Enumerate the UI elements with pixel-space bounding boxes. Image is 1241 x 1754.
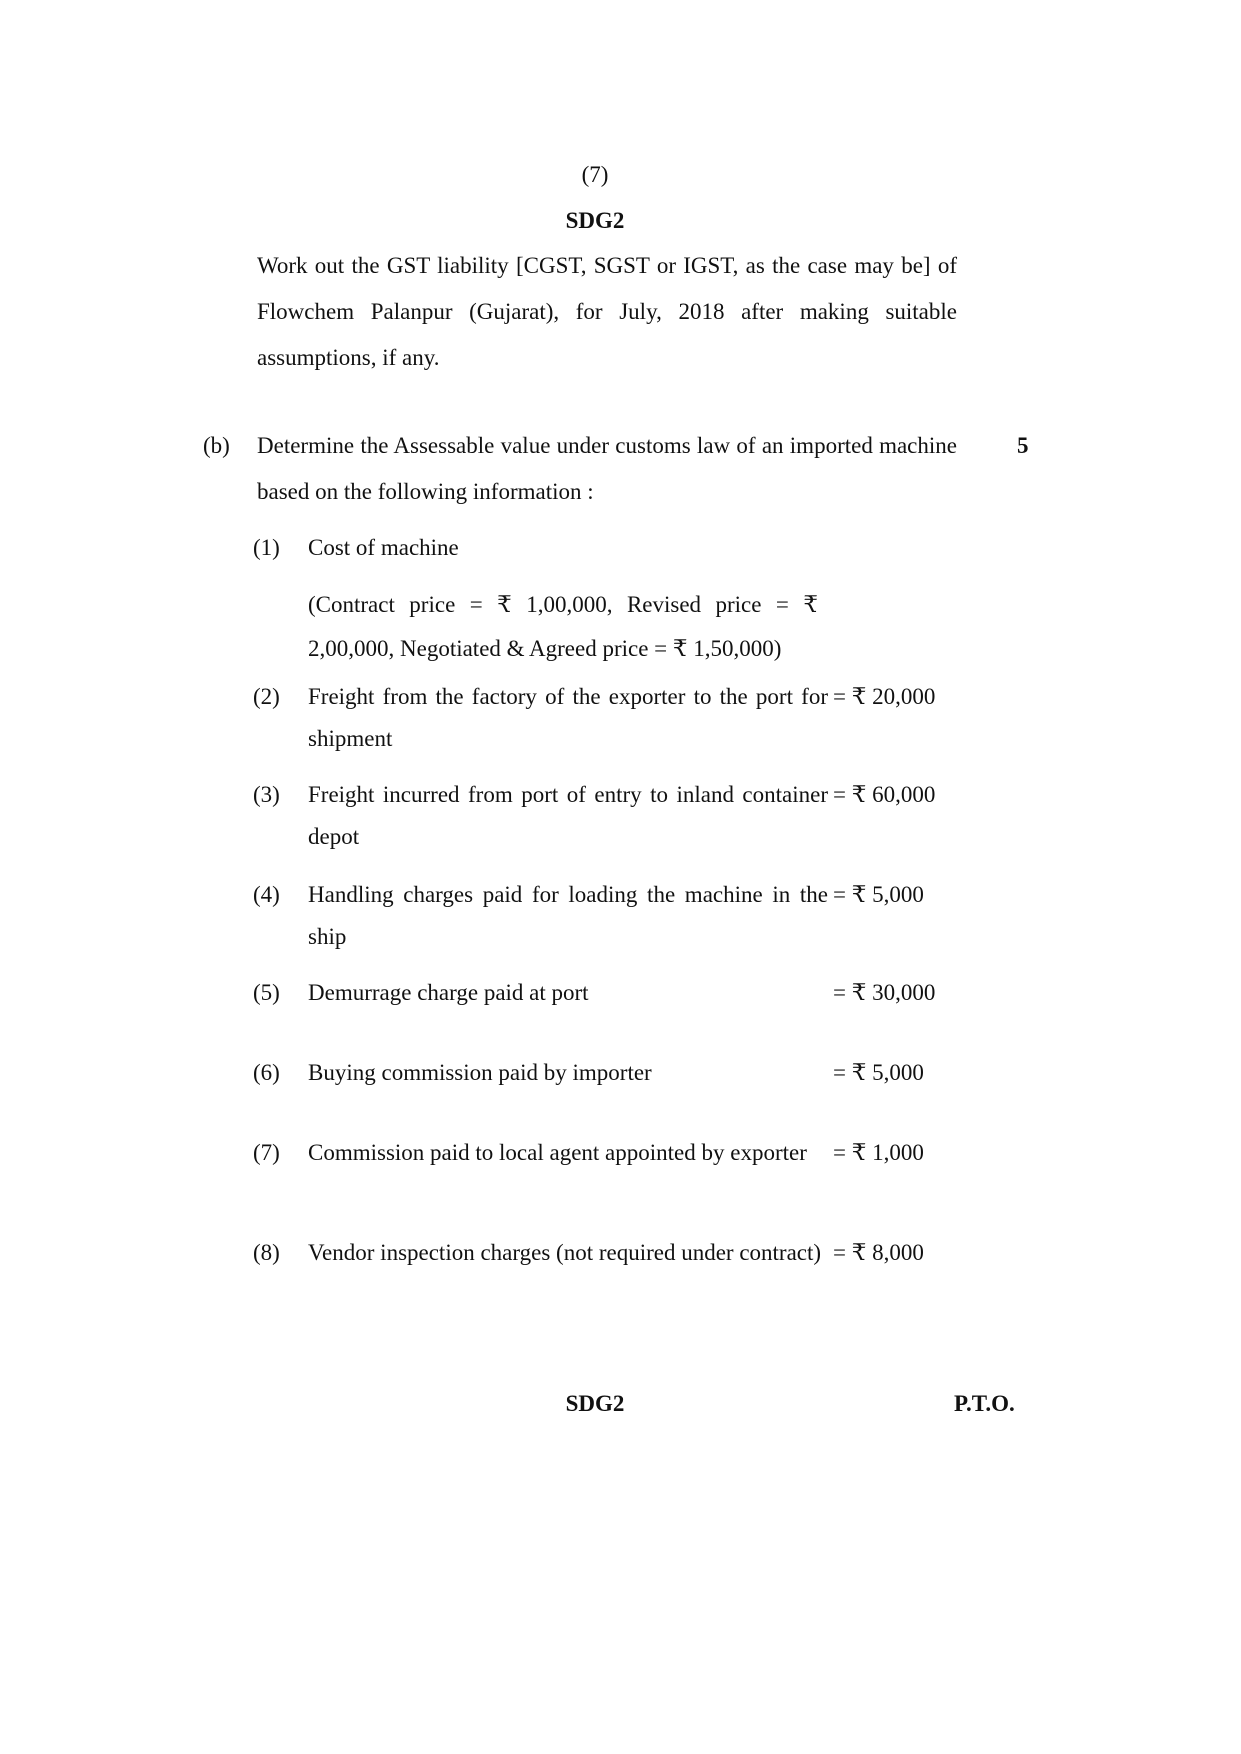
intro-paragraph: Work out the GST liability [CGST, SGST or IGST, as the case may be] of Flowchem Palanpur (Gujarat), for July, 2018 after making suitable assumptions, if any. <box>257 253 957 370</box>
pto-label: P.T.O. <box>954 1391 1015 1416</box>
item-description: Buying commission paid by importer <box>308 1060 652 1085</box>
item-value: = ₹ 8,000 <box>833 1240 924 1265</box>
item-value: = ₹ 1,000 <box>833 1140 924 1165</box>
item-number: (3) <box>253 782 280 807</box>
item-number: (6) <box>253 1060 280 1085</box>
question-b-marks: 5 <box>1017 433 1029 458</box>
paper-code-footer: SDG2 <box>565 1391 625 1416</box>
item-number: (8) <box>253 1240 280 1265</box>
item-value: = ₹ 5,000 <box>833 882 924 907</box>
question-b-text: Determine the Assessable value under customs law of an imported machine based on the following information : <box>257 433 957 504</box>
item-number: (7) <box>253 1140 280 1165</box>
item-value: = ₹ 60,000 <box>833 782 936 807</box>
item-number: (1) <box>253 535 280 560</box>
item-number: (2) <box>253 684 280 709</box>
item-description: Freight incurred from port of entry to inland container depot <box>308 782 828 849</box>
item-description: Handling charges paid for loading the machine in the ship <box>308 882 828 949</box>
item-value: = ₹ 5,000 <box>833 1060 924 1085</box>
item-description: Demurrage charge paid at port <box>308 980 589 1005</box>
item-number: (4) <box>253 882 280 907</box>
item-description: Commission paid to local agent appointed by exporter <box>308 1140 807 1165</box>
item-description: Freight from the factory of the exporter to the port for shipment <box>308 684 828 751</box>
question-b-label: (b) <box>203 433 230 458</box>
item-description: Cost of machine <box>308 535 459 560</box>
item-number: (5) <box>253 980 280 1005</box>
page-number: (7) <box>581 162 609 187</box>
paper-code-header: SDG2 <box>565 208 625 233</box>
item-value: = ₹ 20,000 <box>833 684 936 709</box>
item-description: Vendor inspection charges (not required under contract) <box>308 1240 822 1265</box>
item-value: = ₹ 30,000 <box>833 980 936 1005</box>
item-1-price-details: (Contract price = ₹ 1,00,000, Revised price = ₹ 2,00,000, Negotiated & Agreed price = ₹ 1,50,000) <box>308 592 818 661</box>
